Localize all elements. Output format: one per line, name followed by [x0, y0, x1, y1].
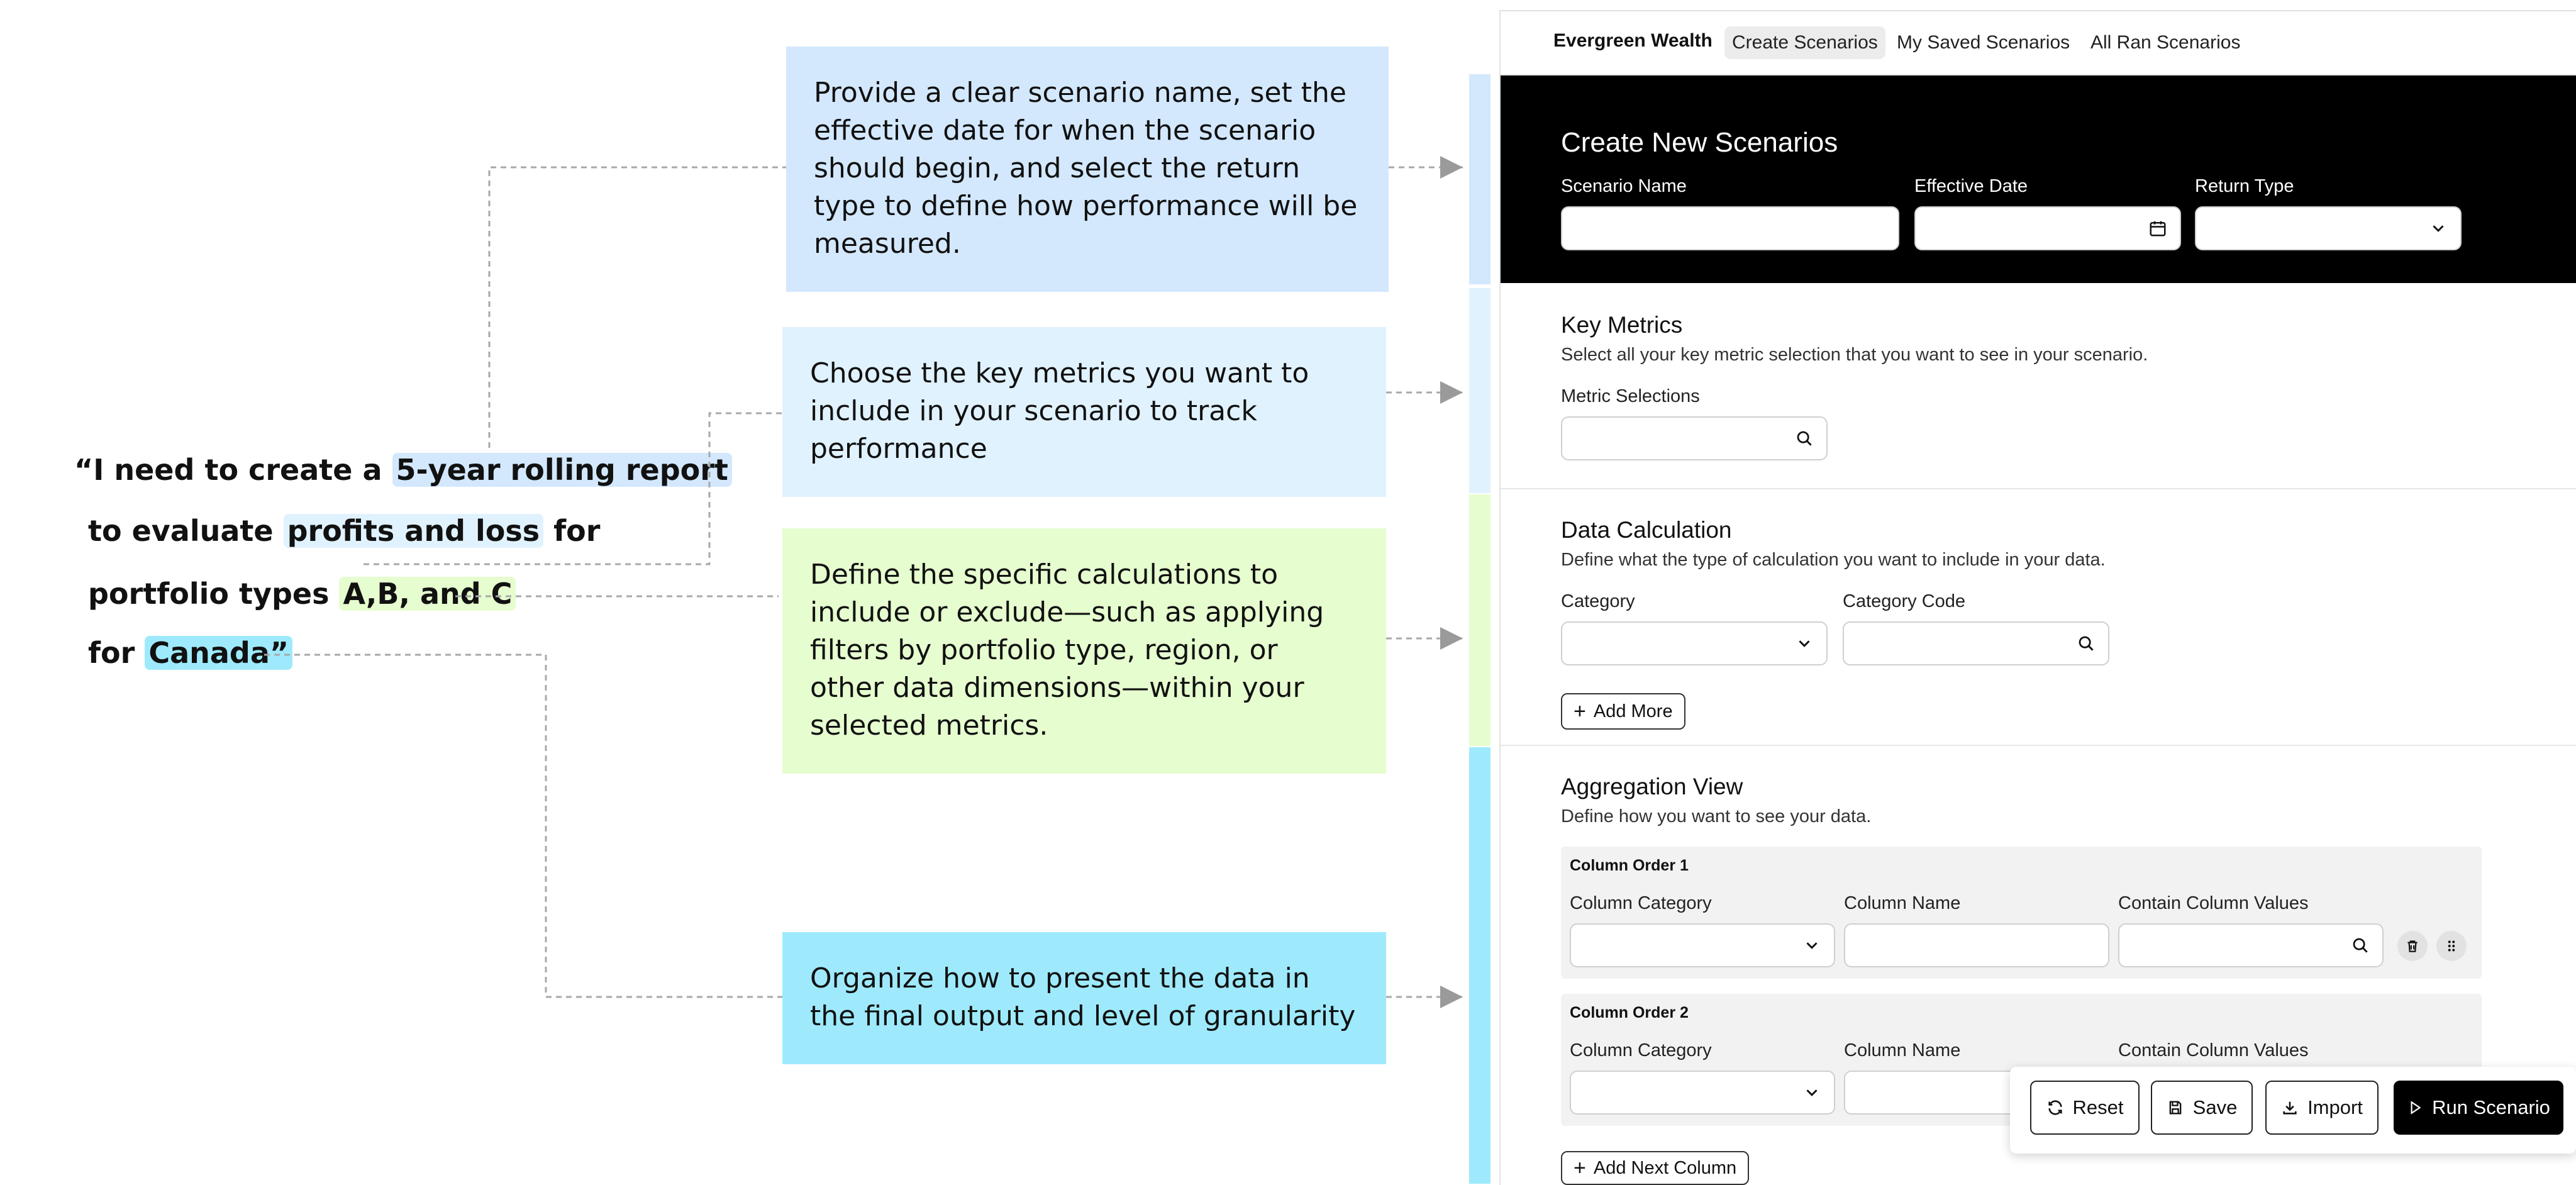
key-metrics-description: Select all your key metric selection that you want to see in your scenario.: [1561, 345, 2148, 365]
section-strip-scenario: [1469, 74, 1491, 284]
key-metrics-section: [1501, 283, 2576, 489]
data-calculation-title: Data Calculation: [1561, 517, 1732, 543]
play-icon: [2407, 1099, 2423, 1116]
contain-column-values-label: Contain Column Values: [2118, 893, 2309, 913]
connector-metrics: [364, 413, 782, 564]
drag-handle-button[interactable]: [2436, 931, 2467, 961]
column-order-1: [1561, 847, 2482, 979]
category-code-input[interactable]: [1843, 621, 2109, 665]
search-icon: [2077, 634, 2096, 653]
category-code-label: Category Code: [1843, 591, 1966, 611]
save-button[interactable]: [2151, 1081, 2253, 1135]
add-next-column-label: Add Next Column: [1593, 1157, 1737, 1178]
contain-column-values-label: Contain Column Values: [2118, 1040, 2309, 1060]
column-category-label: Column Category: [1570, 1040, 1712, 1060]
scenario-name-label: Scenario Name: [1561, 176, 1687, 196]
column-category-select[interactable]: [1570, 923, 1835, 967]
reset-label: Reset: [2072, 1096, 2124, 1118]
metric-selections-input[interactable]: [1561, 416, 1828, 460]
contain-column-values-input[interactable]: [2118, 923, 2384, 967]
add-next-column-button[interactable]: [1561, 1151, 1749, 1185]
category-select[interactable]: [1561, 621, 1828, 665]
chevron-down-icon: [1802, 936, 1821, 955]
plus-icon: +: [1574, 699, 1586, 723]
brand-logo: Evergreen Wealth: [1553, 30, 1713, 51]
chevron-down-icon: [1795, 634, 1814, 653]
aggregation-description: Define how you want to see your data.: [1561, 806, 1872, 826]
grip-icon: [2443, 938, 2460, 954]
quote-text: for: [543, 514, 601, 548]
column-order-title: Column Order 2: [1570, 1004, 1689, 1021]
reset-button[interactable]: [2030, 1081, 2140, 1135]
key-metrics-title: Key Metrics: [1561, 312, 1683, 338]
delete-column-button[interactable]: [2397, 931, 2428, 961]
top-nav: [1501, 11, 2576, 75]
tab-my-saved-scenarios[interactable]: My Saved Scenarios: [1897, 32, 2070, 53]
download-icon: [2281, 1099, 2299, 1116]
effective-date-input[interactable]: [1914, 206, 2181, 250]
aggregation-title: Aggregation View: [1561, 774, 1743, 799]
add-more-label: Add More: [1593, 701, 1673, 721]
scenario-header: [1501, 75, 2576, 283]
column-category-label: Column Category: [1570, 893, 1712, 913]
return-type-label: Return Type: [2195, 176, 2294, 196]
section-strip-calculation: [1469, 494, 1491, 746]
callout-metrics: Choose the key metrics you want to include in your scenario to track performance: [782, 327, 1386, 497]
app-window: [1499, 10, 2576, 1185]
section-strip-metrics: [1469, 288, 1491, 493]
category-label: Category: [1561, 591, 1635, 611]
refresh-icon: [2046, 1099, 2064, 1116]
tab-create-scenarios[interactable]: Create Scenarios: [1724, 26, 1885, 59]
calendar-icon: [2148, 219, 2167, 238]
connector-aggregation: [264, 655, 782, 997]
quote-text: for: [88, 636, 145, 670]
plus-icon: +: [1574, 1156, 1586, 1180]
metric-selections-label: Metric Selections: [1561, 386, 1700, 406]
run-scenario-label: Run Scenario: [2432, 1096, 2550, 1118]
save-label: Save: [2192, 1096, 2238, 1118]
quote-text: to evaluate: [88, 514, 284, 548]
save-icon: [2167, 1099, 2184, 1116]
callout-aggregation: Organize how to present the data in the final output and level of granularity: [782, 932, 1386, 1064]
return-type-select[interactable]: [2195, 206, 2462, 250]
search-icon: [1795, 429, 1814, 448]
quote-text: “I need to create a: [74, 453, 392, 487]
quote-text: portfolio types: [88, 577, 340, 611]
highlight-rolling-report: 5-year rolling report: [392, 453, 732, 487]
column-name-label: Column Name: [1844, 893, 1961, 913]
search-icon: [2351, 936, 2370, 955]
connector-scenario: [489, 167, 786, 448]
data-calculation-section: [1501, 489, 2576, 746]
callout-calculation: Define the specific calculations to include or exclude—such as applying filters by portfolio type, region, or other data dimensions—within your selected metrics.: [782, 528, 1386, 774]
add-more-button[interactable]: [1561, 693, 1685, 730]
tab-all-ran-scenarios[interactable]: All Ran Scenarios: [2090, 32, 2241, 53]
section-strip-aggregation: [1469, 747, 1491, 1184]
trash-icon: [2404, 938, 2421, 954]
highlight-portfolio-types: A,B, and C: [339, 577, 516, 611]
run-scenario-button[interactable]: [2394, 1081, 2563, 1135]
column-category-select[interactable]: [1570, 1071, 1835, 1115]
scenario-name-input[interactable]: [1561, 206, 1899, 250]
import-button[interactable]: [2265, 1081, 2379, 1135]
highlight-canada: Canada”: [145, 636, 292, 670]
highlight-profits-loss: profits and loss: [284, 514, 544, 548]
column-name-input[interactable]: [1844, 923, 2109, 967]
page-title: Create New Scenarios: [1561, 127, 1838, 158]
callout-scenario: Provide a clear scenario name, set the effective date for when the scenario should begin, and select the return type to define how performance will be measured.: [786, 47, 1389, 292]
import-label: Import: [2307, 1096, 2363, 1118]
column-order-title: Column Order 1: [1570, 857, 1689, 874]
action-toolbar: [2010, 1067, 2576, 1154]
chevron-down-icon: [1802, 1083, 1821, 1102]
data-calculation-description: Define what the type of calculation you want to include in your data.: [1561, 550, 2106, 570]
chevron-down-icon: [2429, 219, 2448, 238]
effective-date-label: Effective Date: [1914, 176, 2028, 196]
column-name-label: Column Name: [1844, 1040, 1961, 1060]
